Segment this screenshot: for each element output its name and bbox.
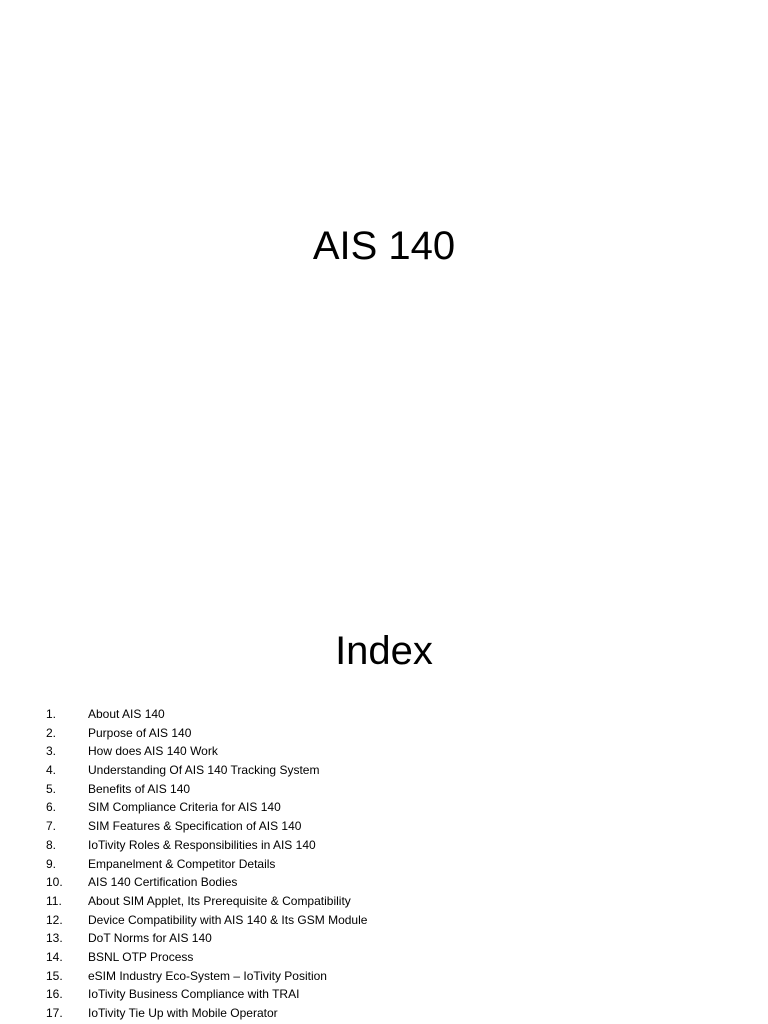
index-number: 2. [46, 725, 57, 740]
index-label: BSNL OTP Process [88, 949, 194, 964]
index-number: 3. [46, 744, 57, 759]
index-item [46, 948, 367, 967]
index-number: 16. [46, 987, 63, 1002]
index-item [46, 929, 367, 948]
index-number: 6. [46, 800, 57, 815]
index-number: 14. [46, 949, 63, 964]
index-item [46, 873, 367, 892]
index-label: Empanelment & Competitor Details [88, 856, 276, 871]
index-item [46, 911, 367, 930]
index-item [46, 761, 367, 780]
index-item [46, 892, 367, 911]
index-number: 11. [46, 893, 62, 908]
index-label: IoTivity Roles & Responsibilities in AIS 140 [88, 837, 316, 852]
index-label: SIM Compliance Criteria for AIS 140 [88, 800, 281, 815]
index-label: Purpose of AIS 140 [88, 725, 192, 740]
index-heading: Index [335, 629, 433, 673]
index-number: 10. [46, 875, 63, 890]
index-number: 9. [46, 856, 57, 871]
index-label: About SIM Applet, Its Prerequisite & Compatibility [88, 893, 351, 908]
index-item [46, 705, 367, 724]
index-item [46, 724, 367, 743]
index-label: AIS 140 Certification Bodies [88, 875, 238, 890]
index-number: 1. [46, 707, 57, 721]
index-label: How does AIS 140 Work [88, 744, 218, 759]
index-item [46, 967, 367, 986]
index-label: eSIM Industry Eco-System – IoTivity Position [88, 968, 327, 983]
index-number: 4. [46, 763, 57, 778]
index-number: 13. [46, 931, 63, 946]
index-item [46, 798, 367, 817]
page-title: AIS 140 [312, 224, 456, 268]
index-label: Benefits of AIS 140 [88, 781, 191, 796]
index-item [46, 742, 367, 761]
index-number: 7. [46, 819, 57, 834]
index-item [46, 780, 367, 799]
index-number: 12. [46, 912, 63, 927]
index-label: DoT Norms for AIS 140 [88, 931, 212, 946]
index-label: Device Compatibility with AIS 140 & Its GSM Module [88, 912, 368, 927]
index-label: SIM Features & Specification of AIS 140 [88, 819, 302, 834]
index-number: 15. [46, 968, 63, 983]
index-item [46, 1004, 367, 1023]
index-label: About AIS 140 [88, 707, 165, 721]
index-list [46, 705, 367, 1023]
index-number: 8. [46, 837, 57, 852]
index-label: Understanding Of AIS 140 Tracking System [88, 763, 320, 778]
index-label: IoTivity Business Compliance with TRAI [88, 987, 300, 1002]
index-item [46, 836, 367, 855]
index-item [46, 985, 367, 1004]
index-number: 17. [46, 1006, 63, 1020]
index-number: 5. [46, 781, 57, 796]
index-label: IoTivity Tie Up with Mobile Operator [88, 1006, 278, 1020]
index-item [46, 817, 367, 836]
index-item [46, 855, 367, 874]
